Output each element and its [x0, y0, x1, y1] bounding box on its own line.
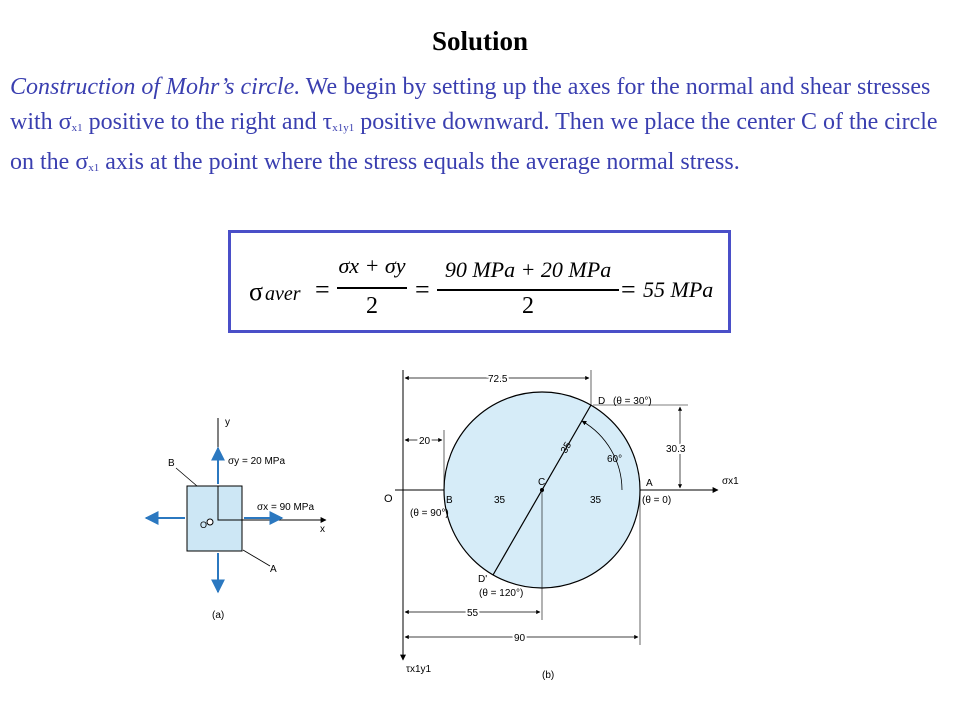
fig-b-label-a-theta: (θ = 0) — [642, 495, 672, 506]
fig-b-label-d-prime: D' — [478, 574, 488, 585]
fig-a-label-origin: O — [200, 520, 208, 530]
fig-b-label-d-prime-theta: (θ = 120°) — [479, 588, 524, 599]
paragraph-part-3: positive downward. Then we place the center C of the circle on the σ — [10, 108, 938, 175]
paragraph-sub-2: x1y1 — [332, 121, 355, 134]
fig-b-label-radius-left: 35 — [494, 495, 506, 506]
fig-b-label-a: A — [646, 478, 653, 489]
figure-a-stress-element — [146, 417, 326, 621]
fig-a-leader-b — [176, 468, 197, 486]
fig-b-label-angle: 60° — [607, 454, 623, 465]
fig-a-sigma-x-label: σx = 90 MPa — [257, 502, 315, 513]
fig-b-label-radius-right: 35 — [590, 495, 602, 506]
formula-equals-2: = — [415, 275, 430, 304]
fig-a-sigma-y-label: σy = 20 MPa — [228, 456, 286, 467]
formula-equals-1: = — [315, 275, 330, 304]
paragraph-part-4: axis at the point where the stress equals the average normal stress. — [99, 149, 740, 175]
fig-b-label-d-theta: (θ = 30°) — [613, 396, 652, 407]
fig-b-label-90: 90 — [514, 633, 526, 644]
figure-b-mohr-circle — [384, 370, 739, 681]
formula-frac2-numerator: 90 MPa + 20 MPa — [444, 257, 612, 282]
fig-a-label-y: y — [225, 417, 230, 428]
fig-b-label-d: D — [598, 396, 606, 407]
fig-a-label-x: x — [320, 524, 325, 535]
paragraph-intro: Construction of Mohr’s circle. — [10, 74, 301, 100]
fig-b-label-55: 55 — [467, 608, 479, 619]
paragraph-part-1: We begin by setting up the axes for the normal and shear stresses with σ — [10, 74, 931, 135]
fig-b-label-radius-diag: 35 — [559, 440, 575, 456]
fig-b-caption: (b) — [542, 670, 555, 681]
formula-sigma-sub: aver — [265, 283, 301, 305]
fig-b-label-tau-axis: τx1y1 — [406, 664, 432, 675]
fig-a-caption: (a) — [212, 610, 225, 621]
formula-equals-3: = — [621, 275, 636, 304]
formula-frac1-numerator: σx + σy — [338, 253, 406, 278]
formula-sigma: σ — [249, 277, 264, 306]
fig-a-leader-a — [243, 550, 270, 566]
fig-a-element-face — [187, 486, 242, 551]
paragraph-sub-3: x1 — [88, 162, 100, 174]
fig-b-label-b: B — [446, 495, 453, 506]
fig-b-label-origin: O — [384, 493, 393, 505]
fig-a-origin-point — [207, 519, 213, 525]
formula-frac1-denominator: 2 — [366, 293, 378, 319]
fig-a-label-b: B — [168, 458, 175, 469]
fig-a-label-a: A — [270, 564, 277, 575]
fig-b-label-sigma-axis: σx1 — [722, 476, 739, 487]
slide-title: Solution — [431, 26, 529, 56]
fig-b-label-72-5: 72.5 — [488, 374, 508, 385]
fig-b-label-30-3: 30.3 — [666, 444, 686, 455]
paragraph-sub-1: x1 — [71, 121, 83, 134]
fig-b-label-center: C — [538, 477, 546, 488]
fig-b-label-20: 20 — [419, 436, 431, 447]
formula-result: 55 MPa — [643, 277, 714, 302]
formula-frac2-denominator: 2 — [522, 293, 534, 319]
fig-b-label-b-theta: (θ = 90°) — [410, 508, 449, 519]
paragraph-part-2: positive to the right and τ — [82, 108, 333, 135]
